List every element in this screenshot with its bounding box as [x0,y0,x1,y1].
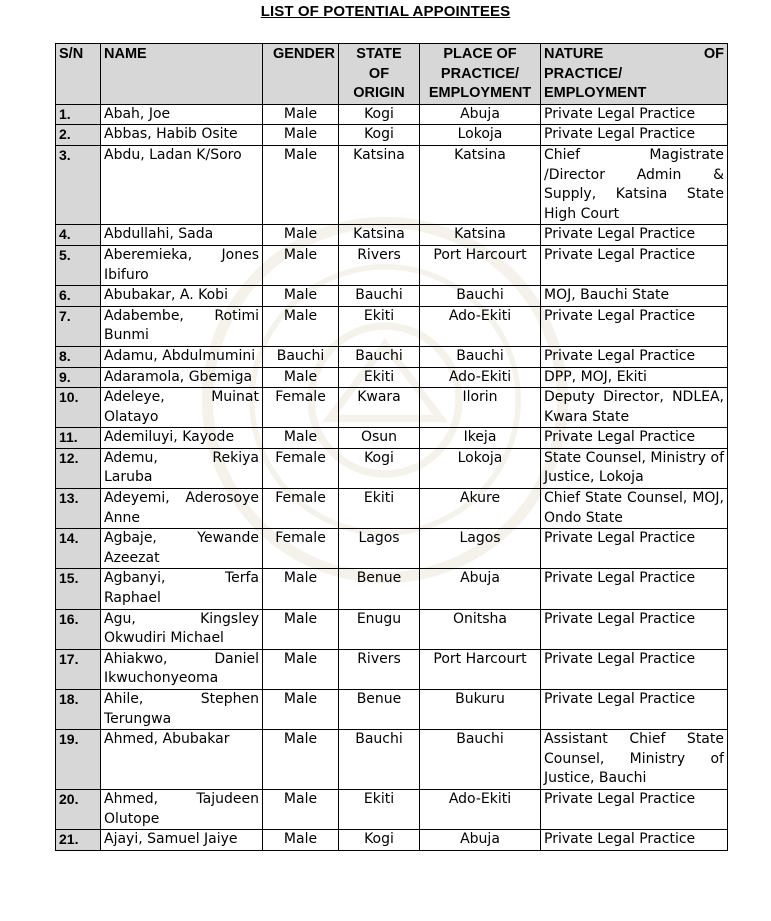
cell-state: Ekiti [339,306,420,346]
header-sn: S/N [56,44,101,105]
cell-nature: Assistant Chief State Counsel, Ministry of Justice, Bauchi [541,730,728,790]
cell-sn: 11. [56,428,101,449]
cell-name: Abah, Joe [101,104,263,125]
table-row [56,245,728,285]
cell-name: Ademu, Rekiya Laruba [101,448,263,488]
cell-gender: Male [263,145,339,224]
cell-gender: Female [263,489,339,529]
table-row [56,306,728,346]
cell-name: Ahmed, Tajudeen Olutope [101,789,263,829]
cell-nature: Private Legal Practice [541,789,728,829]
cell-state: Kwara [339,388,420,428]
cell-place: Abuja [420,104,541,125]
cell-sn: 4. [56,225,101,246]
cell-gender: Male [263,609,339,649]
table-row [56,448,728,488]
cell-name: Ademiluyi, Kayode [101,428,263,449]
cell-sn: 1. [56,104,101,125]
cell-nature: Private Legal Practice [541,428,728,449]
cell-sn: 6. [56,286,101,307]
cell-gender: Male [263,104,339,125]
cell-name: Abbas, Habib Osite [101,125,263,146]
cell-place: Lagos [420,529,541,569]
cell-nature: Private Legal Practice [541,245,728,285]
cell-state: Rivers [339,245,420,285]
table-row [56,388,728,428]
cell-name: Ajayi, Samuel Jaiye [101,830,263,851]
cell-place: Bukuru [420,690,541,730]
cell-state: Enugu [339,609,420,649]
table-row [56,286,728,307]
cell-state: Ekiti [339,367,420,388]
cell-nature: Chief Magistrate /Director Admin & Supply, Katsina State High Court [541,145,728,224]
cell-sn: 16. [56,609,101,649]
cell-nature: MOJ, Bauchi State [541,286,728,307]
cell-state: Ekiti [339,489,420,529]
cell-nature: Private Legal Practice [541,104,728,125]
cell-name: Ahile, Stephen Terungwa [101,690,263,730]
table-row [56,104,728,125]
table-row [56,145,728,224]
cell-place: Akure [420,489,541,529]
cell-nature: Private Legal Practice [541,690,728,730]
cell-gender: Male [263,730,339,790]
cell-name: Abubakar, A. Kobi [101,286,263,307]
cell-state: Katsina [339,225,420,246]
cell-sn: 20. [56,789,101,829]
cell-gender: Male [263,286,339,307]
cell-state: Bauchi [339,730,420,790]
cell-name: Agbaje, Yewande Azeezat [101,529,263,569]
table-row [56,649,728,689]
cell-state: Osun [339,428,420,449]
cell-place: Abuja [420,830,541,851]
cell-sn: 14. [56,529,101,569]
cell-nature: Private Legal Practice [541,306,728,346]
cell-name: Agu, Kingsley Okwudiri Michael [101,609,263,649]
cell-place: Katsina [420,225,541,246]
cell-name: Ahmed, Abubakar [101,730,263,790]
table-header-row [56,44,728,105]
cell-gender: Male [263,245,339,285]
cell-nature: Private Legal Practice [541,569,728,609]
cell-name: Aberemieka, Jones Ibifuro [101,245,263,285]
cell-nature: Private Legal Practice [541,609,728,649]
cell-place: Onitsha [420,609,541,649]
cell-nature: Chief State Counsel, MOJ, Ondo State [541,489,728,529]
cell-sn: 21. [56,830,101,851]
cell-state: Rivers [339,649,420,689]
header-name: NAME [101,44,263,105]
cell-name: Adaramola, Gbemiga [101,367,263,388]
cell-name: Adamu, Abdulmumini [101,346,263,367]
cell-name: Ahiakwo, Daniel Ikwuchonyeoma [101,649,263,689]
cell-sn: 19. [56,730,101,790]
cell-gender: Male [263,830,339,851]
cell-gender: Male [263,125,339,146]
cell-sn: 2. [56,125,101,146]
cell-sn: 13. [56,489,101,529]
cell-nature: Private Legal Practice [541,529,728,569]
table-row [56,428,728,449]
table-row [56,125,728,146]
cell-gender: Male [263,649,339,689]
cell-name: Adeleye, Muinat Olatayo [101,388,263,428]
table-row [56,346,728,367]
cell-place: Ado-Ekiti [420,367,541,388]
cell-place: Lokoja [420,125,541,146]
cell-sn: 10. [56,388,101,428]
cell-place: Lokoja [420,448,541,488]
cell-gender: Male [263,690,339,730]
cell-nature: Private Legal Practice [541,125,728,146]
cell-state: Ekiti [339,789,420,829]
cell-name: Agbanyi, Terfa Raphael [101,569,263,609]
cell-state: Lagos [339,529,420,569]
cell-state: Benue [339,569,420,609]
cell-nature: Private Legal Practice [541,346,728,367]
cell-sn: 15. [56,569,101,609]
cell-place: Port Harcourt [420,245,541,285]
header-place-of-practice: PLACE OF PRACTICE/ EMPLOYMENT [420,44,541,105]
header-state-of-origin: STATE OF ORIGIN [339,44,420,105]
cell-nature: Private Legal Practice [541,830,728,851]
cell-place: Katsina [420,145,541,224]
cell-name: Adabembe, Rotimi Bunmi [101,306,263,346]
table-row [56,569,728,609]
cell-name: Adeyemi, Aderosoye Anne [101,489,263,529]
cell-state: Bauchi [339,286,420,307]
cell-sn: 17. [56,649,101,689]
cell-gender: Male [263,306,339,346]
cell-sn: 12. [56,448,101,488]
cell-gender: Male [263,789,339,829]
table-row [56,830,728,851]
table-row [56,529,728,569]
cell-place: Bauchi [420,346,541,367]
table-row [56,609,728,649]
cell-sn: 8. [56,346,101,367]
cell-sn: 9. [56,367,101,388]
cell-gender: Female [263,388,339,428]
cell-state: Kogi [339,104,420,125]
table-row [56,730,728,790]
cell-gender: Female [263,448,339,488]
table-row [56,489,728,529]
cell-sn: 18. [56,690,101,730]
cell-state: Kogi [339,125,420,146]
cell-gender: Male [263,225,339,246]
cell-state: Kogi [339,448,420,488]
cell-place: Bauchi [420,730,541,790]
cell-place: Bauchi [420,286,541,307]
cell-place: Ado-Ekiti [420,306,541,346]
cell-name: Abdu, Ladan K/Soro [101,145,263,224]
cell-state: Benue [339,690,420,730]
cell-nature: Deputy Director, NDLEA, Kwara State [541,388,728,428]
cell-gender: Male [263,428,339,449]
appointees-table [55,43,728,851]
cell-nature: Private Legal Practice [541,225,728,246]
cell-nature: Private Legal Practice [541,649,728,689]
cell-nature: DPP, MOJ, Ekiti [541,367,728,388]
header-gender: GENDER [263,44,339,105]
table-row [56,225,728,246]
cell-name: Abdullahi, Sada [101,225,263,246]
cell-gender: Bauchi [263,346,339,367]
cell-nature: State Counsel, Ministry of Justice, Lokoja [541,448,728,488]
table-row [56,690,728,730]
cell-place: Ado-Ekiti [420,789,541,829]
cell-sn: 7. [56,306,101,346]
cell-state: Kogi [339,830,420,851]
table-row [56,367,728,388]
cell-sn: 5. [56,245,101,285]
cell-gender: Male [263,569,339,609]
cell-state: Bauchi [339,346,420,367]
cell-state: Katsina [339,145,420,224]
cell-sn: 3. [56,145,101,224]
cell-place: Port Harcourt [420,649,541,689]
table-row [56,789,728,829]
cell-place: Abuja [420,569,541,609]
cell-gender: Male [263,367,339,388]
page-title: LIST OF POTENTIAL APPOINTEES [260,3,511,20]
cell-place: Ilorin [420,388,541,428]
cell-place: Ikeja [420,428,541,449]
header-nature-of-practice: NATURE OF PRACTICE/ EMPLOYMENT [541,44,728,105]
cell-gender: Female [263,529,339,569]
